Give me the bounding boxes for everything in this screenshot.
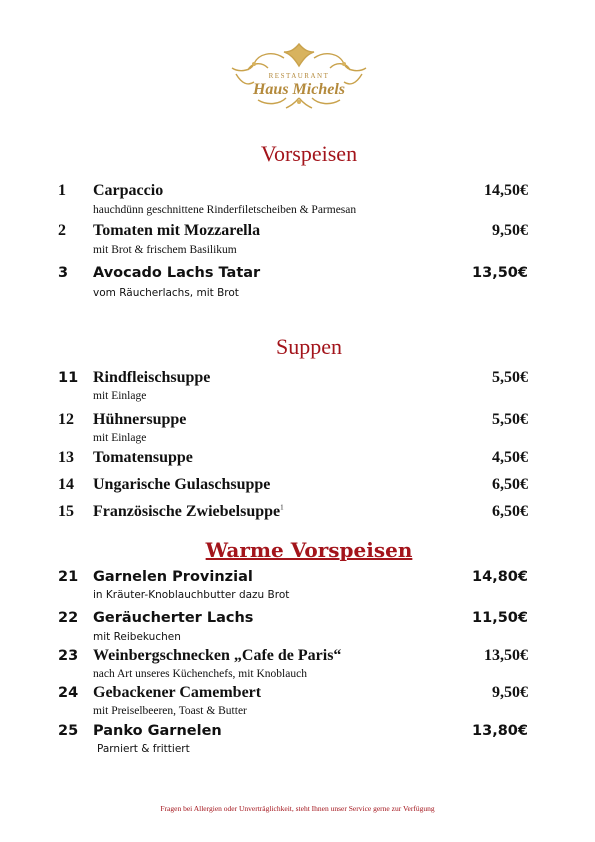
item-price: 4,50€: [492, 449, 528, 466]
allergen-footnote: 1: [280, 503, 284, 512]
item-name: Hühnersuppe: [93, 411, 187, 428]
item-number: 11: [58, 370, 79, 386]
item-description: mit Reibekuchen: [93, 631, 181, 643]
item-name: Geräucherter Lachs: [93, 610, 254, 626]
section-title-warme-vorspeisen: Warme Vorspeisen: [205, 538, 413, 562]
item-name: [93, 503, 284, 521]
item-number: 3: [58, 265, 69, 281]
item-name: Panko Garnelen: [93, 723, 222, 739]
item-price: 6,50€: [492, 476, 528, 493]
item-description: hauchdünn geschnittene Rinderfiletscheiben & Parmesan: [93, 204, 357, 216]
item-number: 23: [58, 648, 79, 664]
logo-subtitle: RESTAURANT: [268, 72, 330, 80]
item-number: 12: [58, 411, 74, 428]
item-name: Garnelen Provinzial: [93, 569, 253, 585]
item-number: 22: [58, 610, 79, 626]
allergy-footer-note: Fragen bei Allergien oder Unverträglichkeit, steht Ihnen unser Service gerne zur Verfügung: [160, 804, 435, 813]
item-number: 1: [58, 182, 66, 199]
item-price: 5,50€: [492, 411, 528, 428]
item-price: 13,80€: [472, 723, 528, 739]
restaurant-logo: [228, 40, 370, 110]
item-description: mit Brot & frischem Basilikum: [93, 244, 237, 256]
item-number: 13: [58, 449, 74, 466]
item-name: Weinbergschnecken „Cafe de Paris“: [93, 647, 342, 664]
item-description: mit Einlage: [93, 390, 147, 402]
item-number: 24: [58, 685, 79, 701]
item-price: 14,50€: [484, 182, 528, 199]
item-description: mit Preiselbeeren, Toast & Butter: [93, 705, 247, 717]
item-name: Avocado Lachs Tatar: [93, 265, 261, 281]
item-name: Tomaten mit Mozzarella: [93, 222, 261, 239]
item-name-text: Französische Zwiebelsuppe: [93, 503, 281, 520]
item-description: nach Art unseres Küchenchefs, mit Knoblauch: [93, 668, 307, 680]
item-description: in Kräuter-Knoblauchbutter dazu Brot: [93, 589, 290, 601]
item-number: 25: [58, 723, 79, 739]
item-name: Gebackener Camembert: [93, 684, 262, 701]
item-price: 5,50€: [492, 369, 528, 386]
item-name: Rindfleischsuppe: [93, 369, 211, 386]
section-title-vorspeisen: Vorspeisen: [260, 141, 358, 166]
item-name: Tomatensuppe: [93, 449, 193, 466]
item-name: Carpaccio: [93, 182, 164, 199]
item-description: Parniert & frittiert: [97, 743, 190, 755]
section-title-suppen: Suppen: [276, 334, 342, 359]
item-number: 15: [58, 503, 74, 520]
item-number: 21: [58, 569, 79, 585]
item-price: 13,50€: [472, 265, 528, 281]
item-description: mit Einlage: [93, 432, 147, 444]
item-price: 9,50€: [492, 222, 528, 239]
item-name: Ungarische Gulaschsuppe: [93, 476, 271, 493]
item-price: 11,50€: [472, 610, 528, 626]
item-number: 14: [58, 476, 74, 493]
item-price: 6,50€: [492, 503, 528, 520]
item-price: 14,80€: [472, 569, 528, 585]
logo-title: Haus Michels: [252, 81, 345, 98]
item-description: vom Räucherlachs, mit Brot: [93, 287, 239, 299]
item-price: 13,50€: [484, 647, 528, 664]
item-price: 9,50€: [492, 684, 528, 701]
item-number: 2: [58, 222, 66, 239]
